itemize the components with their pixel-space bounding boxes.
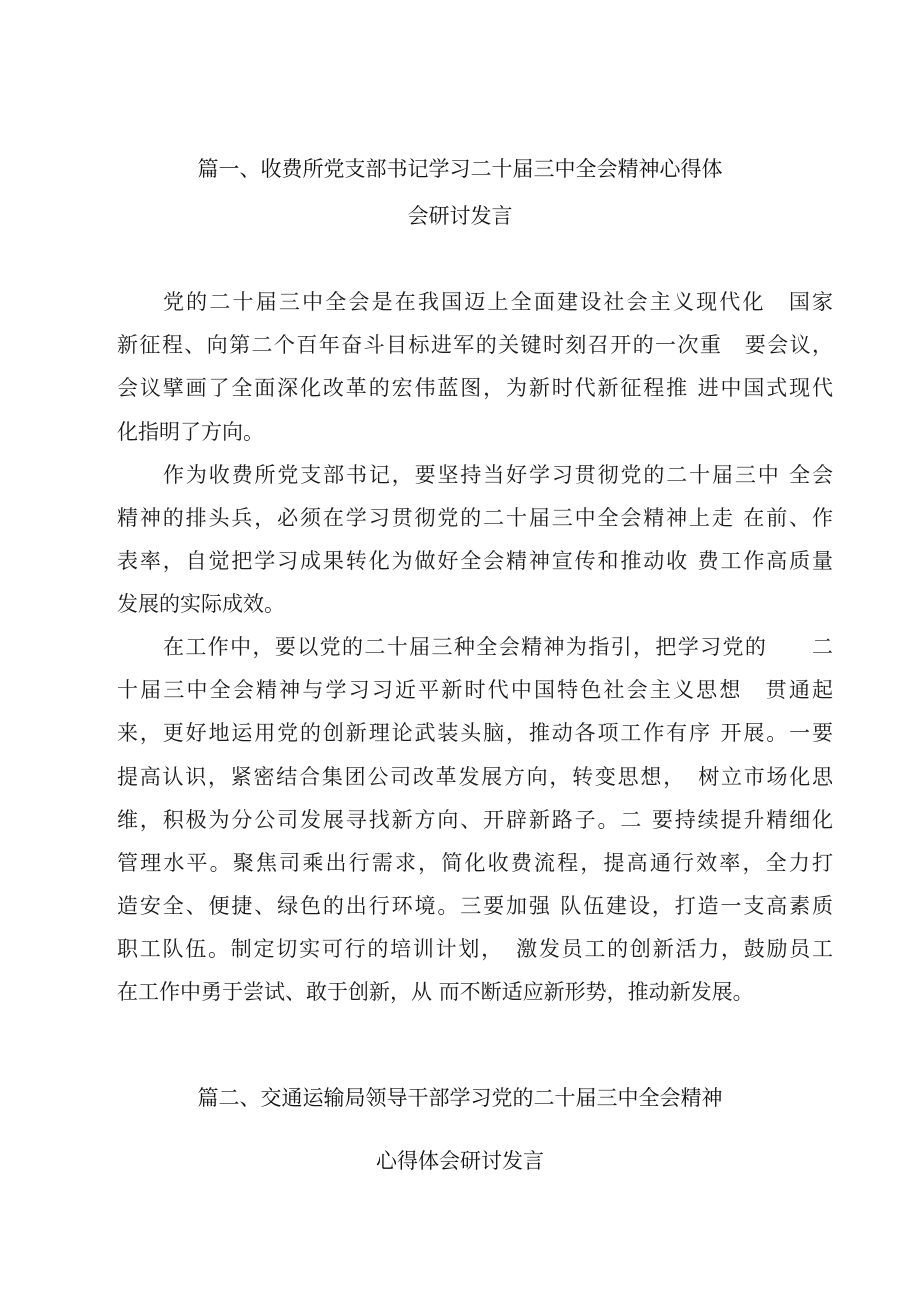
paragraph-line: 化指明了方向。: [117, 420, 264, 444]
paragraph-line: 在工作中勇于尝试、敢于创新，从 而不断适应新形势，推动新发展。: [117, 980, 754, 1004]
paragraph-line: 管理水平。聚焦司乘出行需求，简化收费流程，提高通行效率，全力打: [117, 851, 833, 875]
section1-title-line2: 会研讨发言: [407, 204, 513, 228]
paragraph-line: 精神的排头兵，必须在学习贯彻党的二十届三中全会精神上走 在前、作: [117, 506, 833, 530]
paragraph-line: 造安全、便捷、绿色的出行环境。三要加强 队伍建设，打造一支高素质: [117, 894, 833, 918]
paragraph-line: 新征程、向第二个百年奋斗目标进军的关键时刻召开的一次重 要会议，: [117, 333, 833, 357]
paragraph-line: 会议擘画了全面深化改革的宏伟蓝图，为新时代新征程推 进中国式现代: [117, 376, 833, 400]
paragraph-line: 表率，自觉把学习成果转化为做好全会精神宣传和推动收 费工作高质量: [117, 549, 833, 573]
paragraph-line: 职工队伍。制定切实可行的培训计划， 激发员工的创新活力，鼓励员工: [117, 937, 833, 961]
paragraph-line: 十届三中全会精神与学习习近平新时代中国特色社会主义思想 贯通起: [117, 678, 833, 702]
paragraph-line: 在工作中，要以党的二十届三种全会精神为指引，把学习党的 二: [163, 635, 833, 659]
paragraph-line: 维，积极为分公司发展寻找新方向、开辟新路子。二 要持续提升精细化: [117, 808, 833, 832]
paragraph-line: 提高认识，紧密结合集团公司改革发展方向，转变思想， 树立市场化思: [117, 765, 833, 789]
paragraph-line: 来，更好地运用党的创新理论武装头脑，推动各项工作有序 开展。一要: [117, 721, 833, 745]
paragraph-line: 作为收费所党支部书记，要坚持当好学习贯彻党的二十届三中 全会: [163, 463, 833, 487]
section2-title-line2: 心得体会研讨发言: [376, 1149, 544, 1173]
section2-title-line1: 篇二、交通运输局领导干部学习党的二十届三中全会精神: [197, 1086, 723, 1110]
paragraph-line: 党的二十届三中全会是在我国迈上全面建设社会主义现代化 国家: [163, 290, 833, 314]
paragraph-line: 发展的实际成效。: [117, 592, 285, 616]
section1-title-line1: 篇一、收费所党支部书记学习二十届三中全会精神心得体: [197, 157, 723, 181]
